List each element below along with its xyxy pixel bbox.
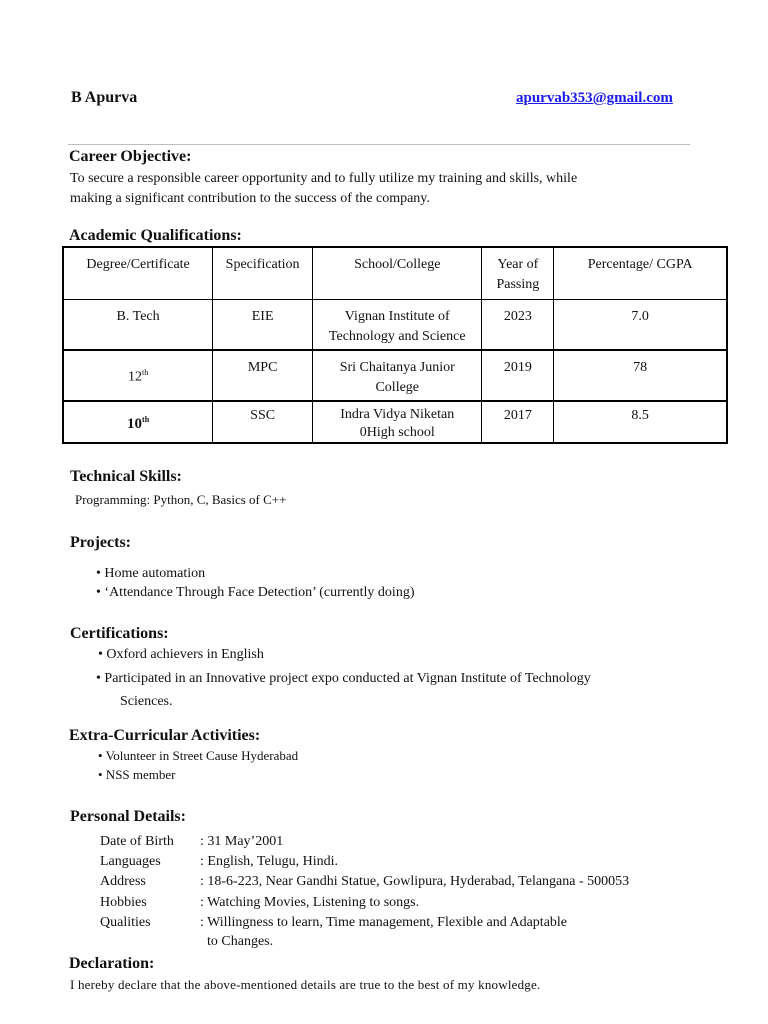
- activity-item: • NSS member: [98, 767, 176, 782]
- spec-cell: SSC: [213, 401, 313, 443]
- certifications-heading: Certifications:: [70, 625, 169, 642]
- personal-value: : Watching Movies, Listening to songs.: [200, 895, 420, 910]
- table-row: [63, 401, 727, 443]
- spec-cell: MPC: [213, 350, 313, 401]
- spec-cell: EIE: [213, 299, 313, 350]
- degree-superscript: th: [141, 368, 149, 378]
- year-cell: 2017: [482, 401, 554, 443]
- score-cell: 78: [554, 350, 727, 401]
- personal-label: Languages: [100, 854, 161, 869]
- certification-item: • Participated in an Innovative project expo conducted at Vignan Institute of Technology: [96, 671, 591, 686]
- personal-row-languages: [100, 852, 338, 872]
- projects-heading: Projects:: [70, 534, 131, 551]
- personal-value: : English, Telugu, Hindi.: [200, 854, 338, 869]
- declaration-heading: Declaration:: [69, 955, 155, 972]
- certification-item: • Oxford achievers in English: [98, 647, 264, 662]
- email-link[interactable]: apurvab353@gmail.com: [516, 90, 673, 106]
- school-cell: [313, 350, 482, 401]
- degree-cell: B. Tech: [63, 299, 213, 350]
- score-cell: 8.5: [554, 401, 727, 443]
- personal-value: : 18-6-223, Near Gandhi Statue, Gowlipura, Hyderabad, Telangana - 500053: [200, 874, 630, 889]
- personal-row-dob: [100, 832, 283, 852]
- school-cell: [313, 401, 482, 443]
- col-school: School/College: [313, 247, 482, 299]
- career-objective-line-2: making a significant contribution to the success of the company.: [70, 191, 430, 206]
- extra-curricular-heading: Extra-Curricular Activities:: [69, 727, 261, 744]
- degree-superscript: th: [142, 415, 150, 424]
- school-line-1: Sri Chaitanya Junior: [339, 360, 455, 375]
- school-line-2: 0High school: [359, 425, 435, 440]
- table-header-row: [63, 247, 727, 299]
- candidate-name: B Apurva: [71, 89, 138, 106]
- personal-details-heading: Personal Details:: [70, 808, 186, 825]
- personal-label: Qualities: [100, 915, 151, 930]
- career-objective-line-1: To secure a responsible career opportunity and to fully utilize my training and skills, while: [70, 171, 578, 186]
- technical-skills-text: Programming: Python, C, Basics of C++: [75, 492, 287, 507]
- table-row: [63, 350, 727, 401]
- personal-label: Address: [100, 874, 146, 889]
- school-line-1: Indra Vidya Niketan: [340, 407, 455, 422]
- degree-value: 10: [127, 416, 143, 432]
- personal-label: Hobbies: [100, 895, 147, 910]
- col-year: [482, 247, 554, 299]
- declaration-text: I hereby declare that the above-mentioned details are true to the best of my knowledge.: [70, 977, 541, 992]
- career-objective-heading: Career Objective:: [69, 148, 192, 165]
- score-cell: 7.0: [554, 299, 727, 350]
- personal-label: Date of Birth: [100, 834, 174, 849]
- personal-value: : 31 May’2001: [200, 834, 284, 849]
- academic-table: [62, 246, 728, 444]
- school-line-2: Technology and Science: [328, 328, 466, 344]
- project-item: • Home automation: [96, 566, 206, 581]
- col-year-line-2: Passing: [496, 277, 540, 292]
- school-cell: [313, 299, 482, 350]
- col-degree: Degree/Certificate: [63, 247, 213, 299]
- year-cell: 2023: [482, 299, 554, 350]
- year-cell: 2019: [482, 350, 554, 401]
- academic-heading: Academic Qualifications:: [69, 227, 242, 244]
- certification-item-continued: Sciences.: [120, 694, 173, 709]
- activity-item: • Volunteer in Street Cause Hyderabad: [98, 748, 299, 763]
- personal-value: : Willingness to learn, Time management, Flexible and Adaptable: [200, 915, 568, 930]
- school-line-1: Vignan Institute of: [344, 308, 450, 324]
- table-row: [63, 299, 727, 350]
- technical-skills-heading: Technical Skills:: [70, 468, 182, 485]
- degree-value: 12: [127, 369, 142, 385]
- degree-cell: [63, 401, 213, 443]
- personal-row-address: [100, 872, 629, 892]
- project-item: • ‘Attendance Through Face Detection’ (currently doing): [96, 585, 415, 600]
- personal-row-hobbies: [100, 893, 419, 913]
- col-year-line-1: Year of: [497, 257, 539, 272]
- col-percentage: Percentage/ CGPA: [554, 247, 727, 299]
- qualities-continued: to Changes.: [207, 934, 274, 949]
- school-line-2: College: [375, 380, 420, 395]
- header-divider: [68, 144, 690, 145]
- col-specification: Specification: [213, 247, 313, 299]
- personal-row-qualities: [100, 913, 567, 933]
- degree-cell: [63, 350, 213, 401]
